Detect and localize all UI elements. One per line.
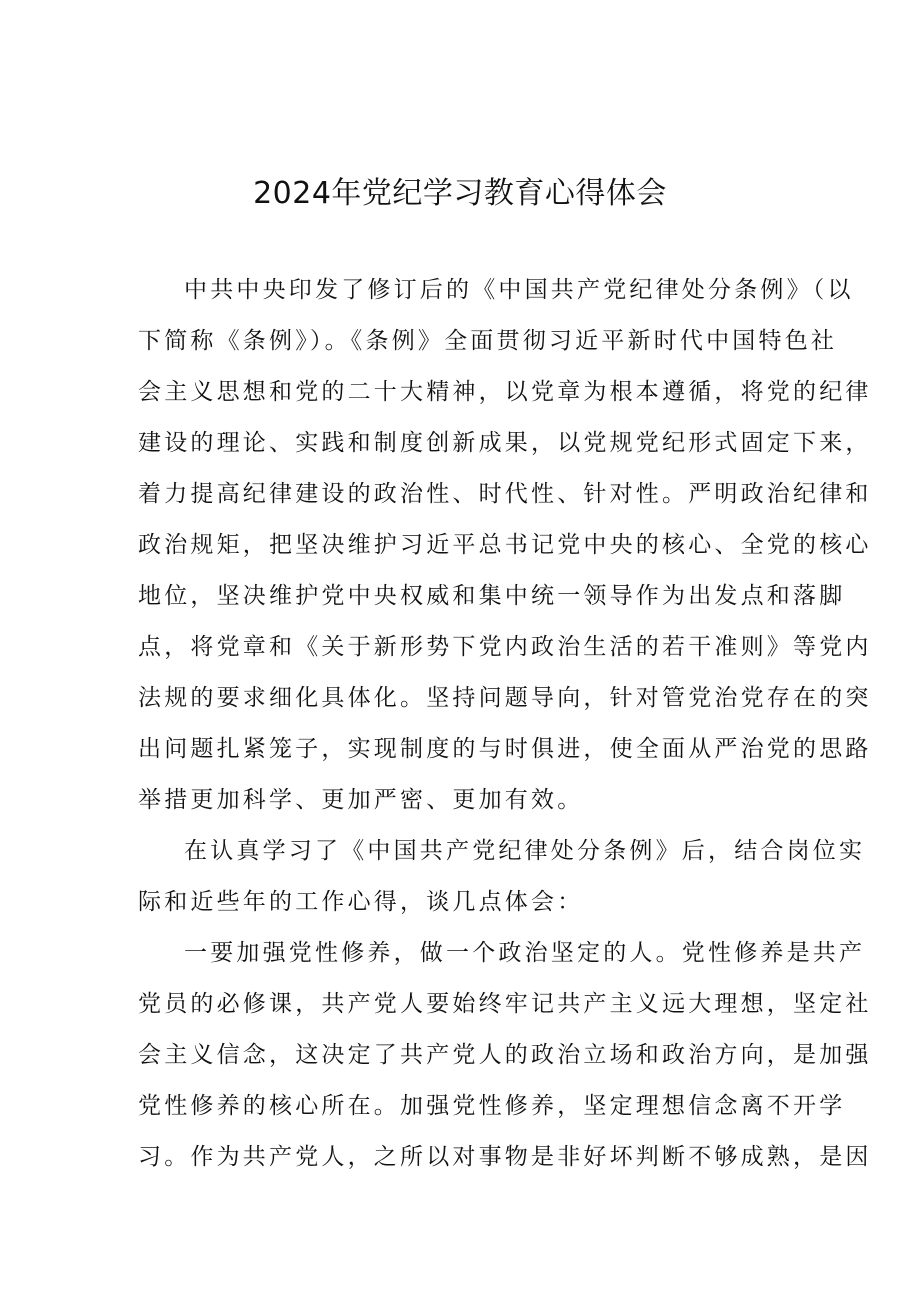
body-text-line: 法规的要求细化具体化。坚持问题导向，针对管党治党存在的突: [138, 685, 872, 711]
body-text-line: 习。作为共产党人，之所以对事物是非好坏判断不够成熟，是因: [138, 1144, 872, 1170]
body-text-line: 党员的必修课，共产党人要始终牢记共产主义远大理想，坚定社: [138, 991, 872, 1017]
document-title: 2024年党纪学习教育心得体会: [253, 176, 667, 211]
body-text-line: 政治规矩，把坚决维护习近平总书记党中央的核心、全党的核心: [138, 532, 872, 558]
body-text-line: 建设的理论、实践和制度创新成果，以党规党纪形式固定下来，: [138, 430, 872, 456]
body-text-line: 会主义信念，这决定了共产党人的政治立场和政治方向，是加强: [138, 1042, 872, 1068]
body-text-line: 地位，坚决维护党中央权威和集中统一领导作为出发点和落脚: [138, 583, 846, 609]
body-text-line: 举措更加科学、更加严密、更加有效。: [138, 787, 584, 813]
body-text-line: 下简称《条例》）。《条例》全面贯彻习近平新时代中国特色社: [138, 328, 838, 354]
body-text-line: 一要加强党性修养，做一个政治坚定的人。党性修养是共产: [184, 940, 866, 966]
body-text-line: 出问题扎紧笼子，实现制度的与时俱进，使全面从严治党的思路: [138, 736, 872, 762]
body-text-line: 会主义思想和党的二十大精神，以党章为根本遵循，将党的纪律: [138, 379, 872, 405]
body-text-line: 在认真学习了《中国共产党纪律处分条例》后，结合岗位实: [184, 838, 866, 864]
body-text-line: 着力提高纪律建设的政治性、时代性、针对性。严明政治纪律和: [138, 481, 872, 507]
body-text-line: 点，将党章和《关于新形势下党内政治生活的若干准则》等党内: [138, 634, 872, 660]
body-text-line: 中共中央印发了修订后的《中国共产党纪律处分条例》（以: [184, 277, 854, 303]
body-text-line: 际和近些年的工作心得，谈几点体会：: [138, 889, 584, 915]
body-text-line: 党性修养的核心所在。加强党性修养，坚定理想信念离不开学: [138, 1093, 846, 1119]
